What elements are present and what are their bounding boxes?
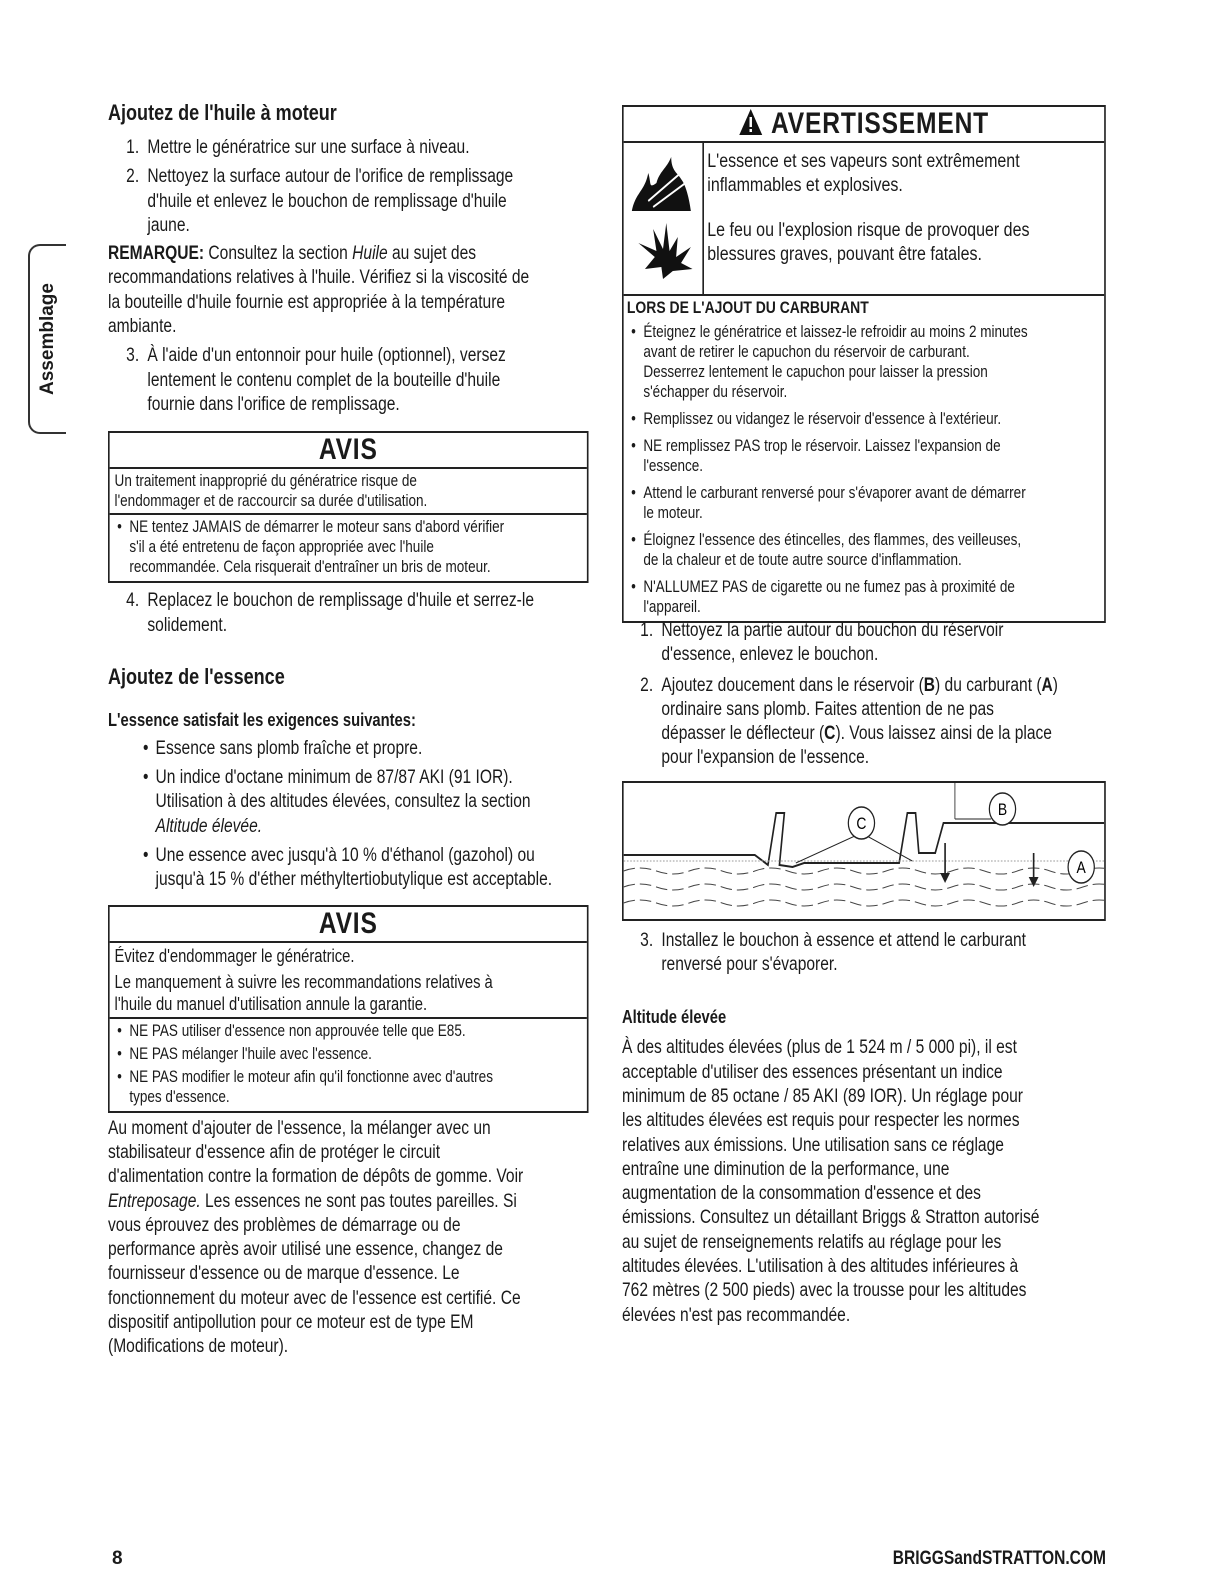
section-tab-assemblage [28, 244, 66, 434]
fuel-step-3: 3. Installez le bouchon à essence et attend le carburant renversé pour s'évaporer. [640, 929, 1027, 976]
avis-intro: Un traitement inapproprié du génératrice risque de l'endommager et de raccourcir sa durée d'utilisation. [110, 469, 587, 515]
avis-box-oil [108, 431, 589, 583]
callout-c-label: C [856, 814, 867, 834]
refuel-bullet: • N'ALLUMEZ PAS de cigarette ou ne fumez pas à proximité de l'appareil. [631, 578, 1015, 616]
oil-step-1: 1. Mettre le génératrice sur une surface à niveau. [126, 137, 470, 158]
refuel-bullet: • Remplissez ou vidangez le réservoir d'essence à l'extérieur. [631, 410, 1002, 428]
oil-step-2: 2. Nettoyez la surface autour de l'orifice de remplissage d'huile et enlevez le bouchon de remplissage d'huile jaune. [126, 166, 514, 236]
refuel-bullet: • NE remplissez PAS trop le réservoir. Laissez l'expansion de l'essence. [631, 437, 1001, 475]
refuel-bullet: • Éteignez le génératrice et laissez-le refroidir au moins 2 minutes avant de retirer le capuchon du réservoir de carburant. Desserrez lentement le capuchon pour laisser la pression s'échapper du réservoir. [631, 323, 1028, 401]
website-link: BRIGGSandSTRATTON.COM [892, 1548, 1106, 1569]
fire-icon [632, 157, 691, 211]
warning-triangle-icon [739, 108, 764, 136]
fuel-subheading: L'essence satisfait les exigences suivantes: [108, 709, 416, 730]
avis-intro: Évitez d'endommager le génératrice. [114, 945, 355, 966]
fuel-requirement: • Essence sans plomb fraîche et propre. [142, 737, 423, 759]
warning-box [622, 105, 1106, 623]
avis-bullet: • NE PAS utiliser d'essence non approuvée telle que E85. [117, 1021, 466, 1040]
avis-bullet: • NE tentez JAMAIS de démarrer le moteur sans d'abord vérifier s'il a été entretenu de façon appropriée avec l'huile recommandée. Cela risquerait d'entraîner un bris de moteur. [117, 518, 505, 577]
fuel-heading: Ajoutez de l'essence [108, 663, 285, 689]
oil-step-3: 3. À l'aide d'un entonnoir pour huile (optionnel), versez lentement le contenu complet de la bouteille d'huile fournie dans l'orifice de remplissage. [126, 345, 506, 415]
oil-step-4: 4. Replacez le bouchon de remplissage d'huile et serrez-le solidement. [126, 590, 535, 636]
altitude-paragraph: À des altitudes élevées (plus de 1 524 m / 5 000 pi), il est acceptable d'utiliser des essences présentant un indice minimum de 85 octane / 85 AKI (89 IOR). Un réglage pour les altitudes élevées est requis pour respecter les normes relatives aux émissions. Une utilisation sans ce réglage entraîne une diminution de la performance, une augmentation de la consommation d'essence et des émissions. Consultez un détaillant Briggs & Stratton autorisé au sujet de renseignements relatifs au réglage pour les altitudes élevées. L'utilisation à des altitudes inférieures à 762 mètres (2 500 pieds) avec la trousse pour les altitudes élevées n'est pas recommandée. [622, 1037, 1040, 1326]
fuel-liquid-waves [624, 868, 1105, 906]
avis-bullet: • NE PAS mélanger l'huile avec l'essence. [117, 1044, 372, 1063]
avis-title: AVIS [110, 907, 587, 943]
warning-title: AVERTISSEMENT [771, 107, 990, 140]
fuel-step-2: 2. Ajoutez doucement dans le réservoir (B) du carburant (A) ordinaire sans plomb. Faites attention de ne pas dépasser le déflecteur (C). Vous laissez ainsi de la place pour l'expansion de l'essence. [640, 674, 1058, 769]
fuel-requirement: • Un indice d'octane minimum de 87/87 AKI (91 IOR). Utilisation à des altitudes élevées, consultez la section Altitude élevée. [142, 767, 531, 837]
refuel-bullet: • Éloignez l'essence des étincelles, des flammes, des veilleuses, de la chaleur et de toute autre source d'inflammation. [631, 531, 1022, 569]
altitude-heading: Altitude élevée [622, 1007, 727, 1028]
explosion-icon [638, 223, 692, 279]
hazard-text: L'essence et ses vapeurs sont extrêmement inflammables et explosives. [707, 150, 1020, 197]
fuel-paragraph: Au moment d'ajouter de l'essence, la mélanger avec un stabilisateur d'essence afin de protéger le circuit d'alimentation contre la formation de dépôts de gomme. Voir Entreposage. Les essences ne sont pas toutes pareilles. Si vous éprouvez des problèmes de démarrage ou de performance après avoir utilisé une essence, changez de fournisseur d'essence ou de marque d'essence. Le fonctionnement du moteur avec de l'essence est certifié. Ce dispositif antipollution pour ce moteur est de type EM (Modifications de moteur). [108, 1117, 524, 1358]
oil-heading: Ajoutez de l'huile à moteur [108, 100, 337, 125]
avis-intro: Le manquement à suivre les recommandations relatives à l'huile du manuel d'utilisation annule la garantie. [114, 971, 493, 1014]
remark: REMARQUE: Consultez la section Huile au sujet des recommandations relatives à l'huile. Vérifiez si la viscosité de la bouteille d'huile fournie est appropriée à la température ambiante. [108, 243, 530, 338]
fuel-step-1: 1. Nettoyez la partie autour du bouchon du réservoir d'essence, enlevez le bouchon. [640, 620, 1004, 666]
refuel-bullet: • Attend le carburant renversé pour s'évaporer avant de démarrer le moteur. [631, 484, 1026, 522]
avis-title: AVIS [110, 433, 587, 469]
hazard-text: Le feu ou l'explosion risque de provoquer des blessures graves, pouvant être fatales. [707, 218, 1030, 265]
warning-header [624, 107, 1105, 143]
callout-b-label: B [997, 800, 1008, 820]
avis-bullet: • NE PAS modifier le moteur afin qu'il fonctionne avec d'autres types d'essence. [117, 1067, 493, 1106]
callout-a-label: A [1076, 858, 1086, 878]
fuel-tank-diagram [622, 781, 1106, 921]
avis-box-fuel [108, 905, 589, 1113]
refuel-heading: LORS DE L'AJOUT DU CARBURANT [626, 298, 869, 317]
fuel-requirement: • Une essence avec jusqu'à 10 % d'éthanol (gazohol) ou jusqu'à 15 % d'éther méthyltertiobutylique est acceptable. [142, 845, 553, 891]
fire-and-explosion-icons [624, 143, 703, 289]
section-tab-label: Assemblage [37, 283, 58, 395]
page-number: 8 [112, 1548, 123, 1569]
